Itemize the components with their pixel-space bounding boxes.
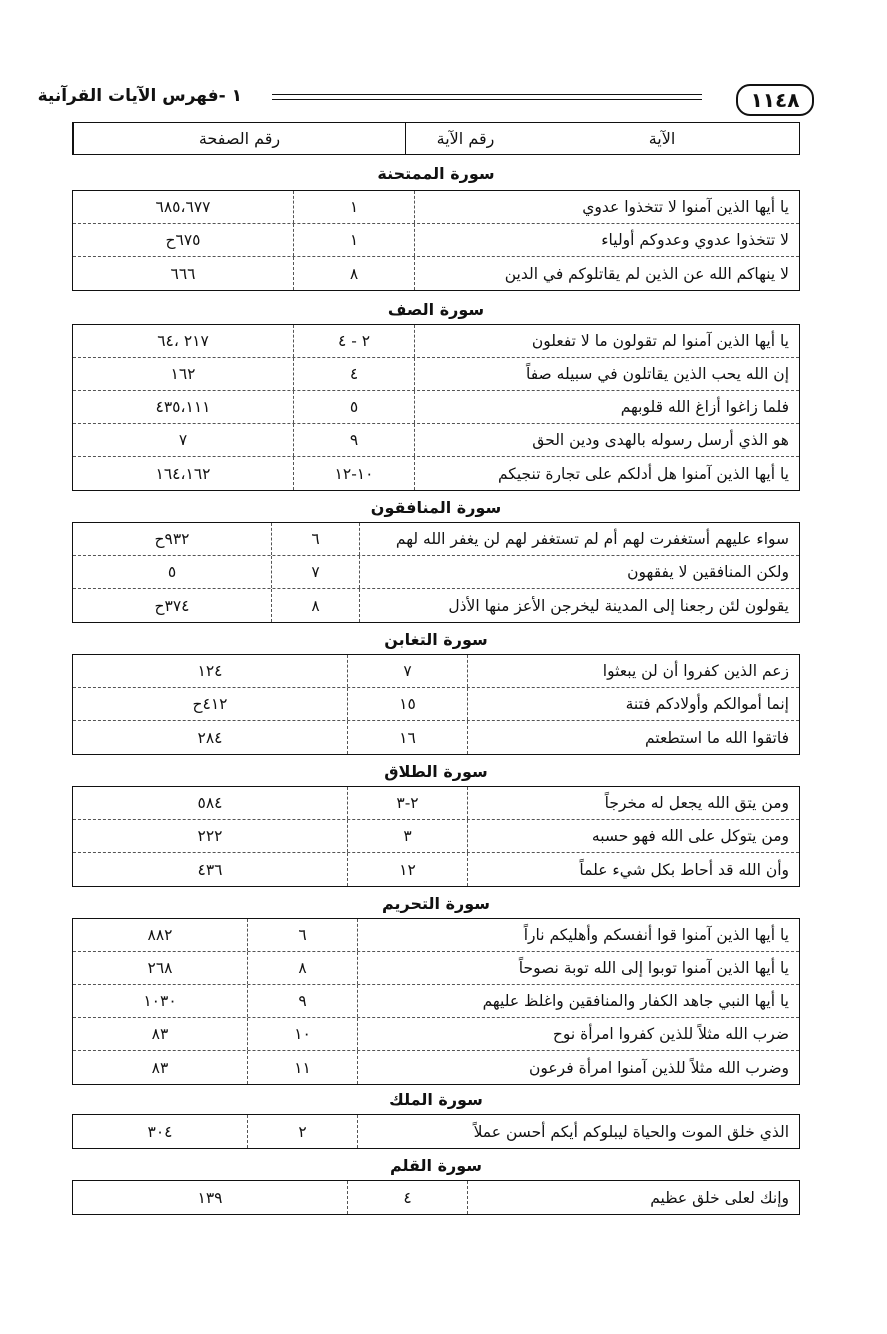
column-header-page-number: رقم الصفحة: [73, 123, 405, 154]
table-row: [73, 424, 799, 457]
ayah-number-cell: ٦: [247, 919, 357, 951]
verse-cell: وضرب الله مثلاً للذين آمنوا امرأة فرعون: [357, 1051, 799, 1084]
table-row: [73, 688, 799, 721]
table-row: [73, 952, 799, 985]
page-number-cell: ٢٨٤: [197, 728, 223, 747]
surah-table: [72, 1114, 800, 1149]
verse-cell: زعم الذين كفروا أن لن يبعثوا: [467, 655, 799, 687]
table-row: [73, 1115, 799, 1148]
running-title: ١ -فهرس الآيات القرآنية: [37, 86, 242, 106]
page-number-cell: ٤٣٦: [197, 860, 223, 879]
page-number-cell: ١٣٩: [197, 1188, 223, 1207]
surah-title: سورة الصف: [387, 300, 485, 319]
ayah-number-cell: ٩: [247, 985, 357, 1017]
surah-table: [72, 324, 800, 491]
page-number-cell: ١٠٣٠: [143, 992, 177, 1010]
ayah-number-cell: ١٥: [347, 688, 467, 720]
ayah-number-cell: ٢-٣: [347, 787, 467, 819]
page-number-cell: ٦٦٦: [170, 264, 196, 283]
table-row: [73, 787, 799, 820]
verse-cell: يا أيها الذين آمنوا هل أدلكم على تجارة تنجيكم: [414, 457, 799, 490]
page-number-cell: ٧: [178, 431, 188, 449]
surah-table: [72, 522, 800, 623]
table-row: [73, 1051, 799, 1084]
ayah-number-cell: ١: [293, 224, 414, 256]
surah-title: سورة المنافقون: [370, 498, 502, 517]
surah-title: سورة التغابن: [384, 630, 488, 649]
verse-cell: سواء عليهم أستغفرت لهم أم لم تستغفر لهم لن يغفر الله لهم: [359, 523, 799, 555]
surah-table: [72, 1180, 800, 1215]
ayah-number-cell: ٧: [271, 556, 359, 588]
table-row: [73, 358, 799, 391]
surah-table: [72, 654, 800, 755]
table-row: [73, 655, 799, 688]
ayah-number-cell: ٣: [347, 820, 467, 852]
page-number-cell: ٦٧٥ح: [165, 231, 201, 249]
verse-cell: إنما أموالكم وأولادكم فتنة: [467, 688, 799, 720]
ayah-number-cell: ٧: [347, 655, 467, 687]
page-number-cell: ٥: [167, 563, 177, 581]
ayah-number-cell: ٨: [271, 589, 359, 622]
ayah-number-cell: ١٠: [247, 1018, 357, 1050]
table-row: [73, 325, 799, 358]
surah-table: [72, 190, 800, 291]
verse-cell: وإنك لعلى خلق عظيم: [467, 1181, 799, 1214]
table-row: [73, 820, 799, 853]
surah-table: [72, 786, 800, 887]
verse-cell: يا أيها النبي جاهد الكفار والمنافقين واغلظ عليهم: [357, 985, 799, 1017]
page-number: ١١٤٨: [736, 84, 814, 116]
ayah-number-cell: ٢: [247, 1115, 357, 1148]
page-number-cell: ٢٢٢: [197, 827, 223, 845]
page-number-cell: ٨٣: [151, 1058, 169, 1077]
page-number-cell: ٣٠٤: [147, 1122, 173, 1141]
verse-cell: يا أيها الذين آمنوا لم تقولون ما لا تفعلون: [414, 325, 799, 357]
verse-cell: لا تتخذوا عدوي وعدوكم أولياء: [414, 224, 799, 256]
ayah-number-cell: ٩: [293, 424, 414, 456]
table-row: [73, 1181, 799, 1214]
table-row: [73, 589, 799, 622]
verse-cell: فاتقوا الله ما استطعتم: [467, 721, 799, 754]
verse-cell: ولكن المنافقين لا يفقهون: [359, 556, 799, 588]
column-header-ayah-number: رقم الآية: [405, 123, 525, 154]
verse-cell: يقولون لئن رجعنا إلى المدينة ليخرجن الأعز منها الأذل: [359, 589, 799, 622]
ayah-number-cell: ١٠-١٢: [293, 457, 414, 490]
table-row: [73, 191, 799, 224]
table-row: [73, 257, 799, 290]
verse-cell: ومن يتق الله يجعل له مخرجاً: [467, 787, 799, 819]
page-number-cell: ٣٧٤ح: [154, 596, 190, 615]
table-row: [73, 556, 799, 589]
column-header-verse: الآية: [648, 129, 676, 148]
verse-cell: هو الذي أرسل رسوله بالهدى ودين الحق: [414, 424, 799, 456]
page-number-cell: ٥٨٤: [197, 794, 223, 812]
page-number-cell: ١٢٤: [197, 662, 223, 680]
table-row: [73, 391, 799, 424]
verse-cell: يا أيها الذين آمنوا لا تتخذوا عدوي: [414, 191, 799, 223]
surah-title: سورة التحريم: [381, 894, 491, 913]
column-header-row: [72, 122, 800, 155]
verse-cell: إن الله يحب الذين يقاتلون في سبيله صفاً: [414, 358, 799, 390]
page-number-cell: ٨٨٢: [147, 926, 173, 944]
ayah-number-cell: ١١: [247, 1051, 357, 1084]
page-number-cell: ٦٨٥،٦٧٧: [155, 198, 211, 216]
verse-cell: يا أيها الذين آمنوا قوا أنفسكم وأهليكم ناراً: [357, 919, 799, 951]
page-number-cell: ٢٦٨: [147, 959, 173, 977]
table-row: [73, 224, 799, 257]
ayah-number-cell: ٦: [271, 523, 359, 555]
table-row: [73, 721, 799, 754]
verse-cell: لا ينهاكم الله عن الذين لم يقاتلوكم في الدين: [414, 257, 799, 290]
surah-table: [72, 918, 800, 1085]
surah-title: سورة الطلاق: [384, 762, 488, 781]
ayah-number-cell: ١: [293, 191, 414, 223]
page-number-cell: ٩٣٢ح: [154, 530, 190, 548]
surah-title: سورة القلم: [389, 1156, 483, 1175]
table-row: [73, 919, 799, 952]
ayah-number-cell: ١٢: [347, 853, 467, 886]
ayah-number-cell: ٥: [293, 391, 414, 423]
table-row: [73, 853, 799, 886]
ayah-number-cell: ٨: [293, 257, 414, 290]
page-number-cell: ٢١٧ ،٦٤: [157, 332, 209, 350]
page-number-cell: ١٦٢: [170, 365, 196, 383]
verse-cell: الذي خلق الموت والحياة ليبلوكم أيكم أحسن عملاً: [357, 1115, 799, 1148]
page-number-cell: ٨٣: [151, 1025, 169, 1043]
verse-cell: فلما زاغوا أزاغ الله قلوبهم: [414, 391, 799, 423]
ayah-number-cell: ٤: [347, 1181, 467, 1214]
verse-cell: وأن الله قد أحاط بكل شيء علماً: [467, 853, 799, 886]
table-row: [73, 1018, 799, 1051]
page-number-cell: ٤٣٥،١١١: [155, 398, 211, 416]
verse-cell: ضرب الله مثلاً للذين كفروا امرأة نوح: [357, 1018, 799, 1050]
page-number-cell: ٤١٢ح: [192, 695, 228, 713]
page-number-cell: ١٦٤،١٦٢: [155, 464, 211, 483]
header-rule: [272, 94, 702, 100]
page-header: [37, 84, 812, 114]
verse-cell: ومن يتوكل على الله فهو حسبه: [467, 820, 799, 852]
table-row: [73, 523, 799, 556]
surah-title: سورة الملك: [389, 1090, 483, 1109]
ayah-number-cell: ١٦: [347, 721, 467, 754]
table-row: [73, 985, 799, 1018]
ayah-number-cell: ٤: [293, 358, 414, 390]
ayah-number-cell: ٨: [247, 952, 357, 984]
verse-cell: يا أيها الذين آمنوا توبوا إلى الله توبة نصوحاً: [357, 952, 799, 984]
table-row: [73, 457, 799, 490]
surah-title: سورة الممتحنة: [377, 164, 495, 183]
ayah-number-cell: ٢ - ٤: [293, 325, 414, 357]
